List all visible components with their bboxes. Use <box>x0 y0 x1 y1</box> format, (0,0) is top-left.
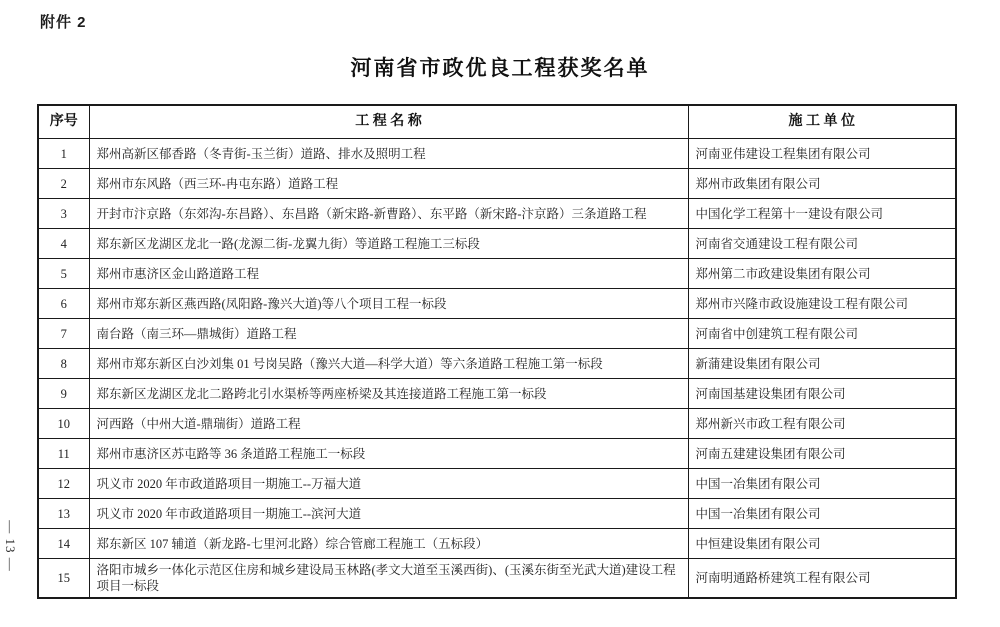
project-name-cell: 郑东新区龙湖区龙北一路(龙源二街-龙翼九街）等道路工程施工三标段 <box>89 229 688 259</box>
company-cell: 河南五建建设集团有限公司 <box>688 439 956 469</box>
table-row <box>38 439 956 469</box>
table-row <box>38 319 956 349</box>
project-name-cell: 郑东新区 107 辅道（新龙路-七里河北路）综合管廊工程施工（五标段） <box>89 529 688 559</box>
company-cell: 河南国基建设集团有限公司 <box>688 379 956 409</box>
project-name-cell: 郑州市东风路（西三环-冉屯东路）道路工程 <box>89 169 688 199</box>
project-name-cell: 开封市汴京路（东郊沟-东昌路）、东昌路（新宋路-新曹路）、东平路（新宋路-汴京路）三条道路工程 <box>89 199 688 229</box>
company-cell: 中国化学工程第十一建设有限公司 <box>688 199 956 229</box>
table-row <box>38 559 956 599</box>
project-name-cell: 洛阳市城乡一体化示范区住房和城乡建设局玉林路(孝文大道至玉溪西街)、(玉溪东街至光武大道)建设工程项目一标段 <box>89 559 688 599</box>
serial-number-cell: 14 <box>38 529 89 559</box>
table-header <box>38 105 956 139</box>
table-row <box>38 289 956 319</box>
project-name-cell: 巩义市 2020 年市政道路项目一期施工--滨河大道 <box>89 499 688 529</box>
company-cell: 河南亚伟建设工程集团有限公司 <box>688 139 956 169</box>
project-name-cell: 郑州市郑东新区白沙刘集 01 号岗吴路（豫兴大道—科学大道）等六条道路工程施工第一标段 <box>89 349 688 379</box>
serial-number-cell: 8 <box>38 349 89 379</box>
serial-number-cell: 13 <box>38 499 89 529</box>
company-cell: 河南省中创建筑工程有限公司 <box>688 319 956 349</box>
serial-number-cell: 7 <box>38 319 89 349</box>
serial-number-cell: 4 <box>38 229 89 259</box>
table-row <box>38 529 956 559</box>
serial-number-cell: 1 <box>38 139 89 169</box>
company-cell: 郑州市兴隆市政设施建设工程有限公司 <box>688 289 956 319</box>
table-row <box>38 469 956 499</box>
company-cell: 中恒建设集团有限公司 <box>688 529 956 559</box>
project-name-cell: 郑州市惠济区金山路道路工程 <box>89 259 688 289</box>
serial-number-cell: 2 <box>38 169 89 199</box>
header-serial-number: 序号 <box>38 105 89 139</box>
project-name-cell: 巩义市 2020 年市政道路项目一期施工--万福大道 <box>89 469 688 499</box>
company-cell: 河南明通路桥建筑工程有限公司 <box>688 559 956 599</box>
project-name-cell: 南台路（南三环—鼎城街）道路工程 <box>89 319 688 349</box>
table-row <box>38 229 956 259</box>
project-name-cell: 郑州市惠济区苏屯路等 36 条道路工程施工一标段 <box>89 439 688 469</box>
table-row <box>38 349 956 379</box>
project-name-cell: 郑州市郑东新区燕西路(凤阳路-豫兴大道)等八个项目工程一标段 <box>89 289 688 319</box>
company-cell: 中国一冶集团有限公司 <box>688 469 956 499</box>
page-title: 河南省市政优良工程获奖名单 <box>350 56 650 80</box>
header-construction-unit: 施 工 单 位 <box>688 105 956 139</box>
company-cell: 河南省交通建设工程有限公司 <box>688 229 956 259</box>
company-cell: 郑州第二市政建设集团有限公司 <box>688 259 956 289</box>
attachment-label: 附件 2 <box>40 14 87 31</box>
serial-number-cell: 11 <box>38 439 89 469</box>
table-row <box>38 379 956 409</box>
company-cell: 郑州新兴市政工程有限公司 <box>688 409 956 439</box>
table-row <box>38 139 956 169</box>
table-header-row <box>38 105 956 139</box>
awards-table <box>37 104 957 599</box>
table-body <box>38 139 956 599</box>
table-row <box>38 259 956 289</box>
project-name-cell: 郑州高新区郁香路（冬青街-玉兰街）道路、排水及照明工程 <box>89 139 688 169</box>
serial-number-cell: 6 <box>38 289 89 319</box>
serial-number-cell: 9 <box>38 379 89 409</box>
company-cell: 郑州市政集团有限公司 <box>688 169 956 199</box>
table-row <box>38 499 956 529</box>
project-name-cell: 郑东新区龙湖区龙北二路跨北引水渠桥等两座桥梁及其连接道路工程施工第一标段 <box>89 379 688 409</box>
serial-number-cell: 10 <box>38 409 89 439</box>
company-cell: 新蒲建设集团有限公司 <box>688 349 956 379</box>
serial-number-cell: 3 <box>38 199 89 229</box>
table-row <box>38 169 956 199</box>
page-number: — 13 — <box>3 520 18 572</box>
serial-number-cell: 15 <box>38 559 89 599</box>
serial-number-cell: 5 <box>38 259 89 289</box>
header-project-name: 工 程 名 称 <box>89 105 688 139</box>
project-name-cell: 河西路（中州大道-鼎瑞街）道路工程 <box>89 409 688 439</box>
company-cell: 中国一冶集团有限公司 <box>688 499 956 529</box>
serial-number-cell: 12 <box>38 469 89 499</box>
table-row <box>38 409 956 439</box>
table-row <box>38 199 956 229</box>
